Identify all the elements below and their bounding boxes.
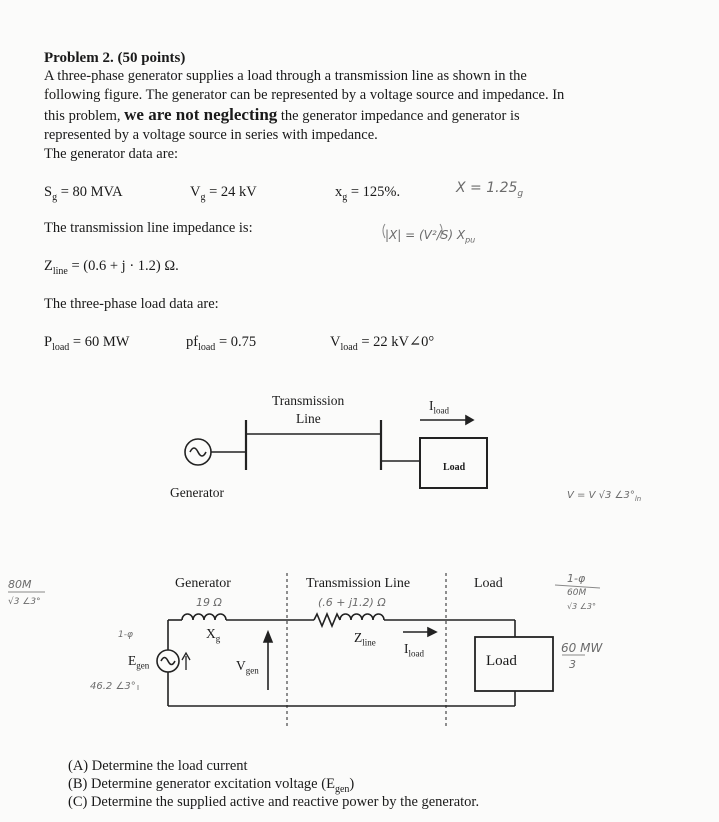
handwritten-mw-denominator: 3 xyxy=(569,658,576,671)
load-data-label: The three-phase load data are: xyxy=(44,296,219,312)
intro-emphasis: we are not neglecting xyxy=(124,105,278,124)
xg-label: $X_g$ xyxy=(206,626,221,644)
intro-line-2: following figure. The generator can be represented by a voltage source and impedance. In xyxy=(44,87,565,103)
handwritten-left-note-1: 80M xyxy=(8,578,32,591)
gen-data-label: The generator data are: xyxy=(44,146,179,162)
vg-value: $V_g = 24$ kV xyxy=(190,184,257,203)
handwritten-one-phase-left: 1-φ xyxy=(118,630,133,640)
sine-wave-icon xyxy=(190,448,206,456)
handwritten-vln-note: V = V √3 $\angle 3^\circ_{ln}$ xyxy=(567,490,642,503)
egen-label: $E_{gen}$ xyxy=(128,653,150,671)
handwritten-one-phase-right-2: 60M xyxy=(567,588,587,598)
handwritten-left-note-2: √3 ∠3° xyxy=(8,597,41,607)
handwritten-xg-note: $X = 1.25_g$ xyxy=(456,180,524,199)
handwritten-mw-note: 60 MW xyxy=(561,641,603,655)
pf-value: $pf_{load} = 0.75$ xyxy=(186,334,257,353)
generator-label-1: Generator xyxy=(170,485,224,500)
load-box-1-label: Load xyxy=(443,462,466,473)
load-header: Load xyxy=(474,576,503,591)
question-c: (C) Determine the supplied active and reactive power by the generator. xyxy=(68,794,480,810)
handwritten-line-value: (.6 + j1.2) Ω xyxy=(318,596,386,609)
transmission-label-2: Line xyxy=(296,411,321,426)
vgen-label: $V_{gen}$ xyxy=(236,658,259,676)
line-impedance-label: The transmission line impedance is: xyxy=(44,220,253,236)
zline-value: $Z_{line} = (0.6 + j \cdot 1.2)$ Ω. xyxy=(44,258,179,277)
xg-value: $x_g = 125\%$. xyxy=(335,184,401,203)
intro-line-3-b: the generator impedance and generator is xyxy=(280,108,520,124)
intro-line-4: represented by a voltage source in series with impedance. xyxy=(44,127,378,143)
question-a: (A) Determine the load current xyxy=(68,758,248,774)
transmission-label-1: Transmission xyxy=(272,393,345,408)
load-box-2-label: Load xyxy=(486,653,517,669)
pload-value: $P_{load} = 60$ MW xyxy=(44,334,130,353)
line-inductor xyxy=(340,614,384,620)
one-line-diagram xyxy=(185,416,487,488)
generator-inductor xyxy=(182,614,226,620)
question-b: (B) Determine generator excitation voltage $(E_{gen})$ xyxy=(68,776,355,795)
handwritten-impedance-note: |X| = (V²/S) $X_{pu}$ xyxy=(385,228,476,245)
zline-label: $Z_{line}$ xyxy=(354,630,376,648)
handwritten-one-phase-right-3: √3 ∠3° xyxy=(567,602,596,611)
handwritten-one-phase-right: 1-φ xyxy=(567,572,586,585)
handwritten-egen-value: 46.2 ∠3° xyxy=(90,681,136,692)
problem-title: Problem 2. (50 points) xyxy=(44,50,186,66)
vload-value: $V_{load} = 22$ kV∠0° xyxy=(330,334,435,353)
sg-value: $S_g = 80$ MVA xyxy=(44,184,123,203)
handwritten-xg-value: 19 Ω xyxy=(196,596,222,609)
iload-label-1: $I_{load}$ xyxy=(429,398,449,416)
intro-line-1: A three-phase generator supplies a load through a transmission line as shown in the xyxy=(44,68,527,84)
generator-header: Generator xyxy=(175,576,231,591)
transmission-line-header: Transmission Line xyxy=(306,576,411,591)
line-resistor xyxy=(314,614,340,626)
intro-line-3-a: this problem, xyxy=(44,108,121,124)
per-phase-circuit xyxy=(157,573,553,728)
iload-label-2: $I_{load}$ xyxy=(404,641,424,659)
